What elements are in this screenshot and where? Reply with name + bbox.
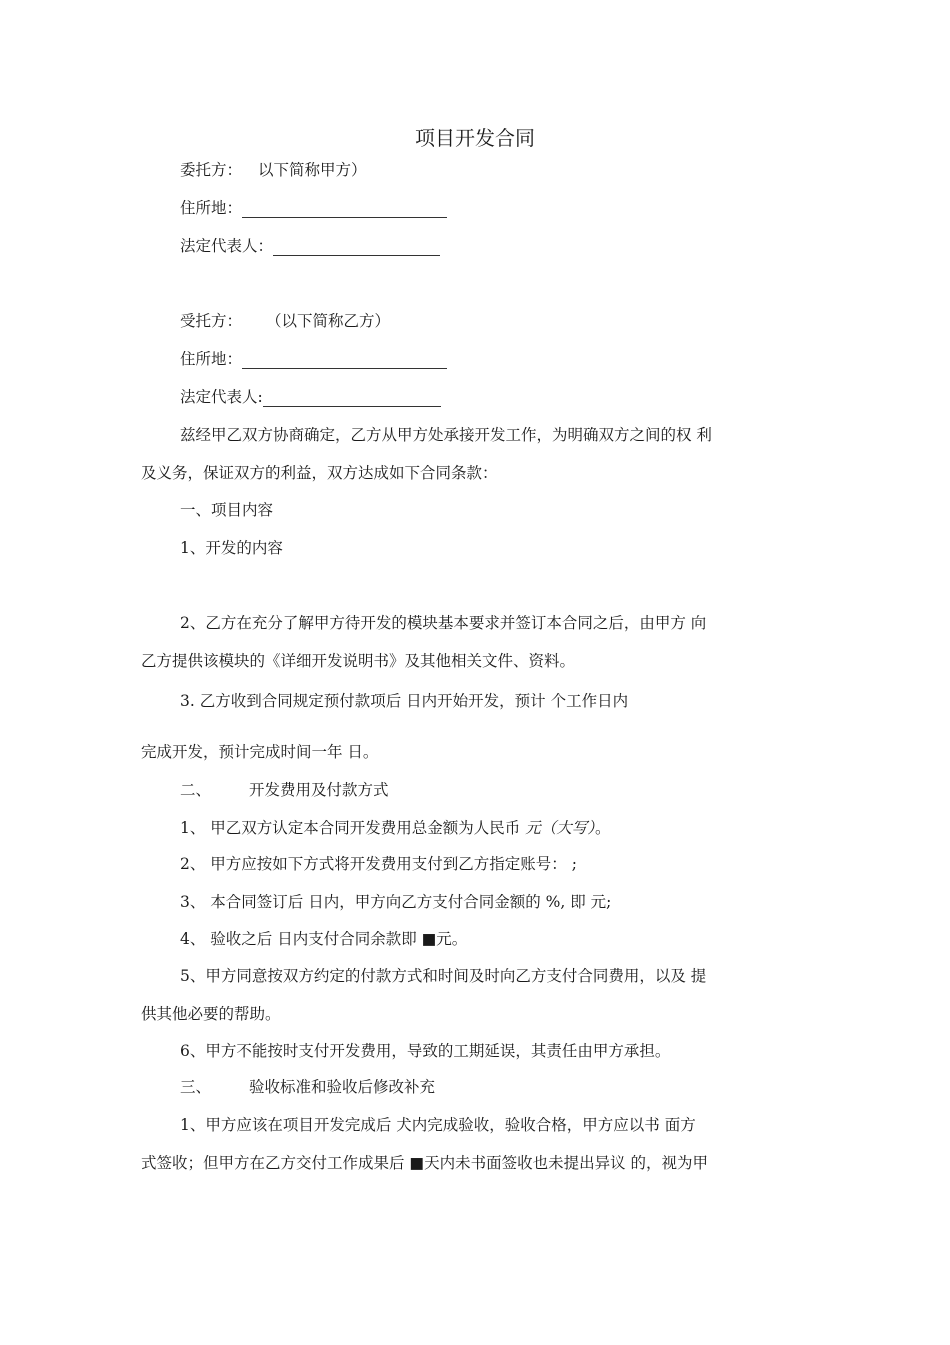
party-a-alias: 以下简称甲方） — [258, 161, 367, 179]
party-b-rep-blank — [263, 390, 441, 407]
section-3-heading-number: 三、 — [180, 1078, 212, 1096]
section-1-item-3-line-2: 完成开发，预计完成时间一年 日。 — [141, 743, 379, 761]
section-1-item-2-line-2: 乙方提供该模块的《详细开发说明书》及其他相关文件、资料。 — [141, 652, 576, 670]
document-title: 项目开发合同 — [415, 126, 535, 150]
section-3-heading — [180, 1077, 435, 1097]
section-3-heading-text: 验收标准和验收后修改补充 — [249, 1078, 436, 1096]
section-2-item-3: 3、 本合同签订后 日内，甲方向乙方支付合同金额的 %, 即 元; — [180, 893, 612, 911]
section-1-item-2-line-1: 2、乙方在充分了解甲方待开发的模块基本要求并签订本合同之后，由甲方 向 — [180, 614, 707, 632]
section-3-item-1-line-1: 1、甲方应该在项目开发完成后 犬内完成验收，验收合格，甲方应以书 面方 — [180, 1116, 696, 1134]
party-b-address-line — [180, 349, 447, 369]
section-2-item-5-line-1: 5、甲方同意按双方约定的付款方式和时间及时向乙方支付合同费用，以及 提 — [180, 967, 707, 985]
section-2-item-4: 4、 验收之后 日内支付合同余款即 ■元。 — [180, 930, 468, 948]
party-a-line — [180, 160, 367, 180]
party-b-rep-line — [180, 387, 441, 407]
party-a-address-label: 住所地： — [180, 199, 243, 217]
party-b-label: 受托方： — [180, 312, 243, 330]
party-a-address-line — [180, 198, 447, 218]
intro-line-1: 兹经甲乙双方协商确定，乙方从甲方处承接开发工作，为明确双方之间的权 利 — [180, 426, 712, 444]
party-b-address-label: 住所地： — [180, 350, 243, 368]
section-2-item-1-amount-words: 元（大写） — [525, 819, 595, 837]
section-2-heading-number: 二、 — [180, 781, 212, 799]
section-2-item-6: 6、甲方不能按时支付开发费用，导致的工期延误，其责任由甲方承担。 — [180, 1042, 671, 1060]
party-a-rep-line — [180, 236, 440, 256]
party-b-line — [180, 311, 390, 331]
section-2-heading — [180, 780, 389, 800]
section-2-item-1-text: 1、 甲乙双方认定本合同开发费用总金额为人民币 — [180, 819, 526, 837]
section-1-heading: 一、项目内容 — [180, 501, 274, 519]
party-a-rep-blank — [273, 239, 440, 256]
section-1-item-3-line-1: 3. 乙方收到合同规定预付款项后 日内开始开发，预计 个工作日内 — [180, 692, 629, 710]
section-2-item-2: 2、 甲方应按如下方式将开发费用支付到乙方指定账号： ; — [180, 855, 577, 873]
section-2-item-5-line-2: 供其他必要的帮助。 — [141, 1005, 281, 1023]
party-a-rep-label: 法定代表人： — [180, 237, 274, 255]
section-2-heading-text: 开发费用及付款方式 — [249, 781, 389, 799]
party-a-label: 委托方： — [180, 161, 243, 179]
party-b-rep-label: 法定代表人: — [180, 388, 263, 406]
intro-line-2: 及义务，保证双方的利益，双方达成如下合同条款： — [141, 464, 498, 482]
section-1-item-1: 1、开发的内容 — [180, 539, 283, 557]
section-2-item-1 — [180, 818, 611, 838]
party-a-address-blank — [242, 201, 447, 218]
section-3-item-1-line-2: 式签收；但甲方在乙方交付工作成果后 ■天内未书面签收也未提出异议 的，视为甲 — [141, 1154, 709, 1172]
section-2-item-1-end: 。 — [594, 819, 611, 837]
party-b-address-blank — [242, 352, 447, 369]
party-b-alias: （以下简称乙方） — [266, 312, 391, 330]
